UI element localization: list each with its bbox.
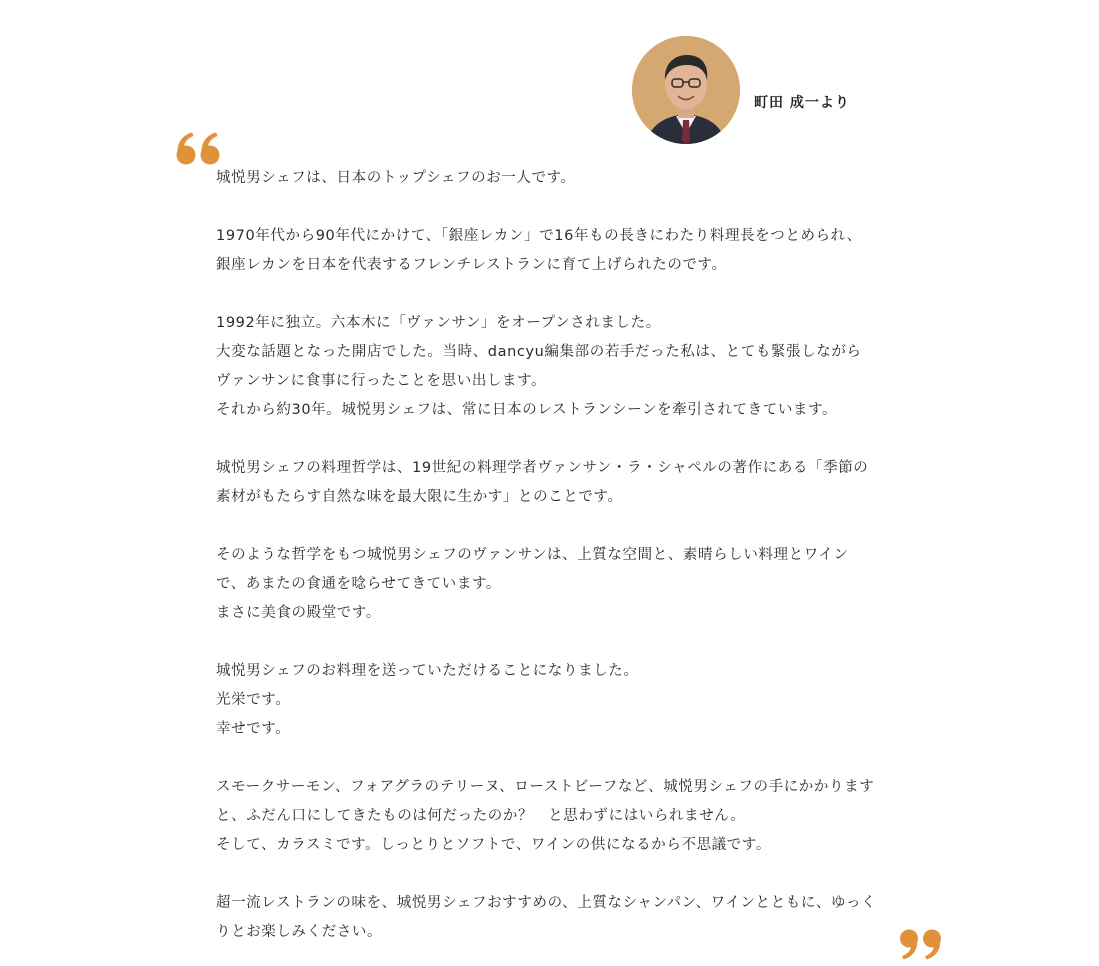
letter-paragraph: [216, 164, 936, 193]
letter-line: 1970年代から90年代にかけて、「銀座レカン」で16年もの長きにわたり料理長をつとめられ、: [216, 228, 862, 244]
letter-paragraph: [216, 454, 936, 512]
letter-line: スモークサーモン、フォアグラのテリーヌ、ローストビーフなど、城悦男シェフの手にかかります: [216, 779, 875, 795]
letter-line: 城悦男シェフのお料理を送っていただけることになりました。: [216, 663, 639, 679]
letter-body: [216, 164, 936, 947]
author-block: [632, 36, 850, 144]
letter-line: そのような哲学をもつ城悦男シェフのヴァンサンは、上質な空間と、素晴らしい料理とワイン: [216, 547, 849, 563]
author-portrait-icon: [632, 36, 740, 144]
letter-line: 大変な話題となった開店でした。当時、dancyu編集部の若手だった私は、とても緊張しながら: [216, 344, 862, 360]
letter-line: りとお楽しみください。: [216, 924, 383, 940]
author-name: 町田 成一より: [754, 95, 850, 111]
letter-line: 光栄です。: [216, 692, 291, 708]
letter-paragraph: [216, 773, 936, 860]
letter-line: まさに美食の殿堂です。: [216, 605, 381, 621]
letter-line: 幸せです。: [216, 721, 291, 737]
letter-paragraph: [216, 222, 936, 280]
letter-paragraph: [216, 889, 936, 947]
author-avatar: [632, 36, 740, 144]
letter-line: それから約30年。城悦男シェフは、常に日本のレストランシーンを牽引されてきています。: [216, 402, 838, 418]
letter-line: 城悦男シェフの料理哲学は、19世紀の料理学者ヴァンサン・ラ・シャペルの著作にある「季節の: [216, 460, 869, 476]
letter-paragraph: [216, 309, 936, 425]
letter-line: 超一流レストランの味を、城悦男シェフおすすめの、上質なシャンパン、ワインとともに、ゆっく: [216, 895, 877, 911]
letter-paragraph: [216, 541, 936, 628]
letter-line: 1992年に独立。六本木に「ヴァンサン」をオープンされました。: [216, 315, 661, 331]
letter-line: そして、カラスミです。しっとりとソフトで、ワインの供になるから不思議です。: [216, 837, 771, 853]
letter-line: ヴァンサンに食事に行ったことを思い出します。: [216, 373, 547, 389]
letter-line: 銀座レカンを日本を代表するフレンチレストランに育て上げられたのです。: [216, 257, 727, 273]
letter-paragraph: [216, 657, 936, 744]
letter-line: 城悦男シェフは、日本のトップシェフのお一人です。: [216, 170, 576, 186]
close-quote-icon: [896, 928, 942, 960]
letter-line: で、あまたの食通を唸らせてきています。: [216, 576, 502, 592]
open-quote-icon: [176, 132, 224, 166]
letter-line: 素材がもたらす自然な味を最大限に生かす」とのことです。: [216, 489, 623, 505]
letter-line: と、ふだん口にしてきたものは何だったのか？ と思わずにはいられません。: [216, 808, 746, 824]
